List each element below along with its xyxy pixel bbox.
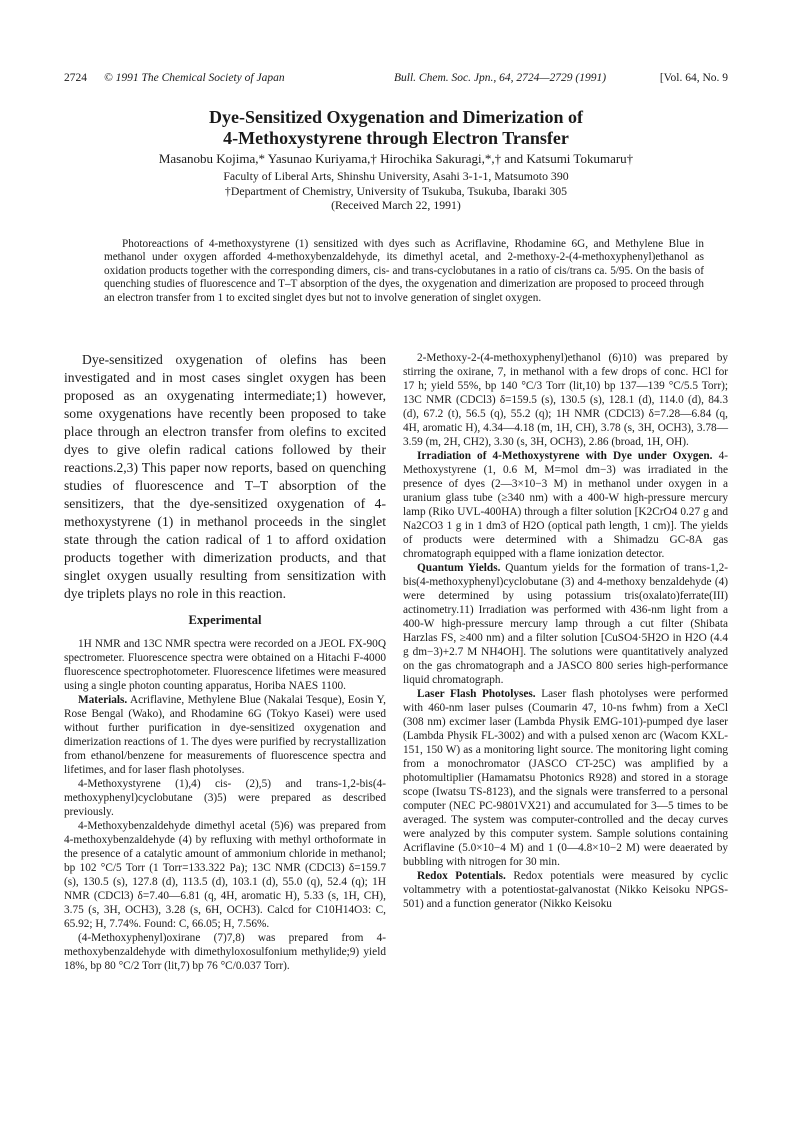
oxirane-paragraph: (4-Methoxyphenyl)oxirane (7)7,8) was prepared from 4-methoxybenzaldehyde with dimethyloxosulfonium methylide;9) yield 18%, bp 80 °C/2 Torr (lit,7) bp 76 °C/0.037 Torr). bbox=[64, 932, 386, 972]
left-column bbox=[64, 351, 386, 973]
ethanol-paragraph: 2-Methoxy-2-(4-methoxyphenyl)ethanol (6)10) was prepared by stirring the oxirane, 7, in methanol with a few drops of conc. HCl for 17 h; yield 55%, bp 140 °C/3 Torr (lit,10) bp 137—139 °C/5.5 Torr); 13C NMR (CDCl3) δ=159.5 (s), 130.5 (s), 128.1 (d), 114.0 (d), 84.3 (d), 67.2 (t), 56.5 (q), 55.2 (q); 1H NMR (CDCl3) δ=7.28—6.84 (q, 4H, aromatic H), 4.34—4.18 (m, 1H, CH), 3.78 (s, 3H, OCH3), 3.78—3.59 (m, 2H, CH2), 3.30 (s, 3H, OCH3), 2.86 (broad, 1H, OH). bbox=[403, 352, 728, 448]
experimental-heading: Experimental bbox=[188, 613, 262, 627]
affiliation-tsukuba: †Department of Chemistry, University of Tsukuba, Tsukuba, Ibaraki 305 bbox=[224, 183, 568, 198]
irradiation-heading: Irradiation of 4-Methoxystyrene with Dye under Oxygen. bbox=[417, 450, 713, 462]
right-column bbox=[403, 351, 728, 911]
copyright-notice: © 1991 The Chemical Society of Japan bbox=[104, 72, 285, 84]
quantum-yields-paragraph bbox=[403, 561, 728, 687]
styrene-paragraph: 4-Methoxystyrene (1),4) cis- (2),5) and trans-1,2-bis(4-methoxyphenyl)cyclobutane (3)5) were prepared as described previously. bbox=[64, 778, 386, 818]
redox-text: Redox potentials were measured by cyclic voltammetry with a potentiostat-galvanostat (Nikko Keisoku NPGS-501) and a function generator (Nikko Keisoku bbox=[403, 870, 728, 910]
redox-heading: Redox Potentials. bbox=[417, 870, 506, 882]
redox-paragraph bbox=[403, 869, 728, 911]
running-header bbox=[64, 72, 728, 88]
abstract: Photoreactions of 4-methoxystyrene (1) sensitized with dyes such as Acriflavine, Rhodamine 6G, and Methylene Blue in methanol under oxygen afforded 4-methoxybenzaldehyde, its dimethyl acetal, and 2-methoxy-2-(4-methoxyphenyl)ethanol as oxidation products together with the corresponding dimers, cis- and trans-cyclobutanes in a ratio of cis/trans ca. 5/95. On the basis of quenching studies of fluorescence and T–T absorption of the dyes, the oxygenation and dimerization are proposed to proceed through an electron transfer from 1 to excited singlet dyes but not to involve generation of singlet oxygen. bbox=[104, 238, 704, 304]
page-number: 2724 bbox=[64, 72, 87, 84]
received-date: (Received March 22, 1991) bbox=[331, 198, 461, 212]
journal-citation: Bull. Chem. Soc. Jpn., 64, 2724—2729 (1991) bbox=[394, 72, 607, 84]
quantum-yields-text: Quantum yields for the formation of trans-1,2-bis(4-methoxyphenyl)cyclobutane (3) and 4-methoxy benzaldehyde (4) were determined by using potassium tris(oxalato)ferrate(III) actinometry.11) Irradiation was performed with 436-nm light from a 400-W high-pressure mercury lamp through a cut filter (Shibata Harzlas FS, ≥400 nm) and a filter solution [CuSO4·5H2O in H2O (4.4 g dm−3)+2.7 M NH4OH]. The solutions were quantitatively analyzed on the gas chromatograph and a JASCO 800 series high-performance liquid chromatograph. bbox=[403, 562, 728, 686]
volume-info: [Vol. 64, No. 9 bbox=[659, 72, 728, 84]
materials-text: Acriflavine, Methylene Blue (Nakalai Tesque), Eosin Y, Rose Bengal (Wako), and Rhodamine 6G (Tokyo Kasei) were used without further purification in dye-sensitized oxygenation and dimerization reactions of 1. The dyes were purified by recrystallization from ethanol/benzene for measurements of fluorescence spectra and lifetimes, and for laser flash photolyses. bbox=[64, 694, 387, 776]
materials-paragraph bbox=[64, 693, 386, 777]
affiliation-shinshu: Faculty of Liberal Arts, Shinshu University, Asahi 3-1-1, Matsumoto 390 bbox=[223, 169, 569, 183]
article-title bbox=[64, 107, 728, 149]
title-line-2: 4-Methoxystyrene through Electron Transfer bbox=[223, 128, 569, 148]
materials-heading: Materials. bbox=[78, 694, 128, 706]
laser-flash-text: Laser flash photolyses were performed with 460-nm laser pulses (Coumarin 47, 10-ns fwhm) from a XeCl (308 nm) excimer laser (Lambda Physik EMG-101)-pumped dye laser (Lambda Physik FL-3002) and with a pulsed xenon arc (Wacom KXL-151, 150 W) as a monitoring light source. The monitoring light coming from a monochromator (JASCO CT-25C) was amplified by a photomultiplier (Hamamatsu Photonics R928) and stored in a storage scope (Iwatsu TS-8123), and the signals were transferred to a personal computer (NEC PC-9801VX21) and accumulated for 3—5 times to be averaged. The system was computer-controlled and the decay curves were analyzed by this computer system. Sample solutions containing Acriflavine (5.0×10−4 M) and 1 (0—4.8×10−2 M) were deaerated by bubbling with nitrogen for 30 min. bbox=[403, 688, 728, 868]
quantum-yields-heading: Quantum Yields. bbox=[417, 562, 501, 574]
author-list: Masanobu Kojima,* Yasunao Kuriyama,† Hirochika Sakuragi,*,† and Katsumi Tokumaru† bbox=[158, 151, 634, 166]
laser-flash-heading: Laser Flash Photolyses. bbox=[417, 688, 536, 700]
irradiation-text: 4-Methoxystyrene (1, 0.6 M, M=mol dm−3) was irradiated in the presence of dyes (2—3×10−3 M) in methanol under oxygen in a uranium glass tube (≥340 nm) with a 400-W high-pressure mercury lamp (Riko UVL-400HA) through a filter solution [K2CrO4 0.27 g and Na2CO3 1 g in 1 dm3 of H2O (optical path length, 1 cm)]. The yields of products were determined with a Shimadzu GC-8A gas chromatograph equipped with a flame ionization detector. bbox=[403, 450, 728, 560]
laser-flash-paragraph bbox=[403, 687, 728, 869]
irradiation-paragraph bbox=[403, 449, 728, 561]
affiliations bbox=[64, 169, 728, 213]
introduction-paragraph: Dye-sensitized oxygenation of olefins has been investigated and in most cases singlet oxygen has been proposed as an oxygenating intermediate;1) however, some oxygenations have recently been proposed to take place through an electron transfer from olefins to excited dyes to give olefin radical cations followed by their reactions.2,3) This paper now reports, based on quenching studies of fluorescence and T–T absorption of the sensitizers, that the dye-sensitized oxygenation of 4-methoxystyrene (1) in methanol proceeds in the singlet state through the cation radical of 1 to afford oxidation products together with dimerization products, and that singlet oxygen usually resulting from sensitization with dye triplets plays no role in this reaction. bbox=[64, 352, 386, 601]
instruments-paragraph: 1H NMR and 13C NMR spectra were recorded on a JEOL FX-90Q spectrometer. Fluorescence spectra were obtained on a Hitachi F-4000 fluorescence spectrophotometer. Fluorescence lifetimes were measured using a single photon counting apparatus, Horiba NAES 1100. bbox=[64, 638, 386, 692]
acetal-paragraph: 4-Methoxybenzaldehyde dimethyl acetal (5)6) was prepared from 4-methoxybenzaldehyde (4) by refluxing with methyl orthoformate in the presence of a catalytic amount of ammonium chloride in methanol; bp 102 °C/5 Torr (1 Torr=133.322 Pa); 13C NMR (CDCl3) δ=159.7 (s), 130.5 (s), 127.8 (d), 113.5 (d), 103.1 (d), 55.0 (q), 52.4 (q); 1H NMR (CDCl3) δ=7.40—6.81 (q, 4H, aromatic H), 5.33 (s, 1H, CH), 3.75 (s, 3H, OCH3), 3.28 (s, 6H, OCH3). Calcd for C10H14O3: C, 65.92; H, 7.74%. Found: C, 66.05; H, 7.56%. bbox=[64, 820, 386, 930]
title-line-1: Dye-Sensitized Oxygenation and Dimerization of bbox=[209, 107, 583, 127]
